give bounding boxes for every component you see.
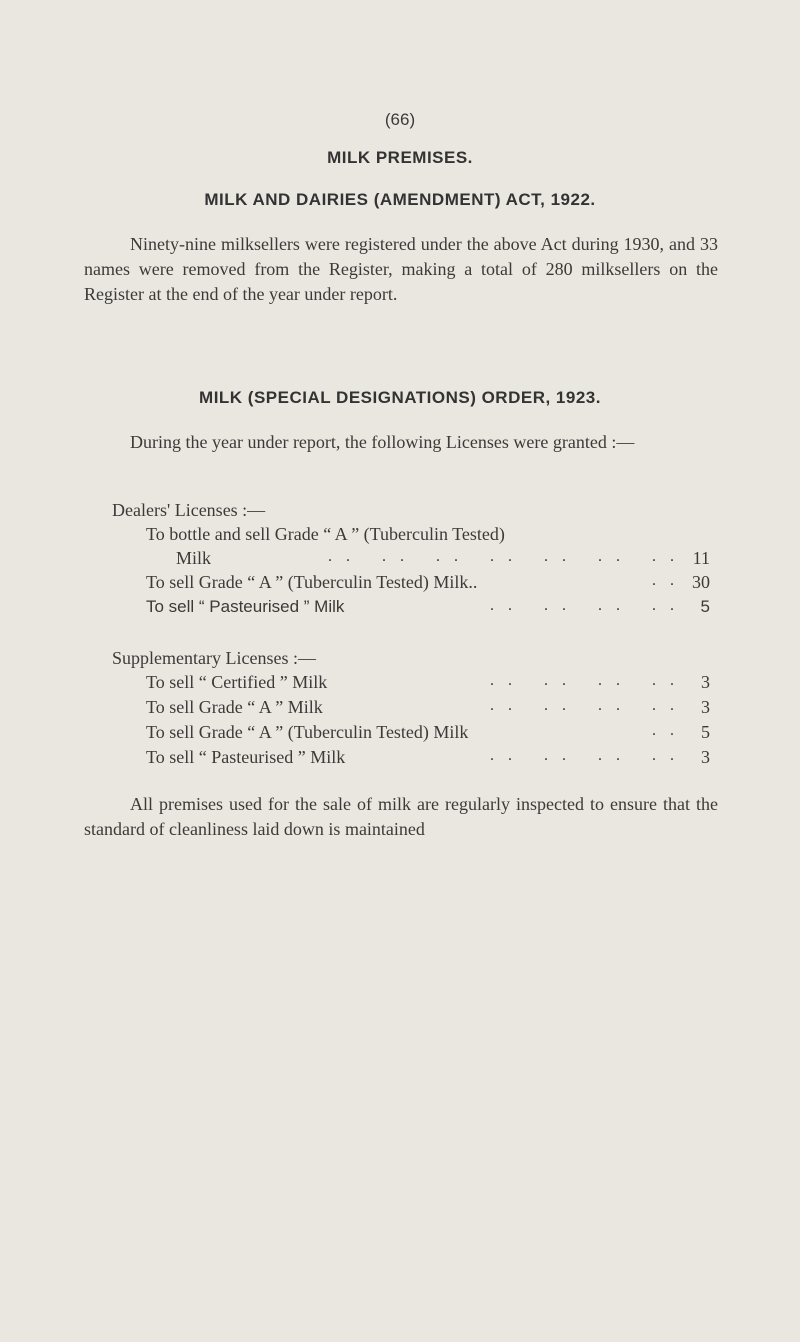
dealer-item-3 [146, 597, 710, 621]
supplementary-item-3-label: To sell Grade “ A ” (Tuberculin Tested) Milk [146, 722, 469, 742]
supplementary-item-2-label: To sell Grade “ A ” Milk [146, 697, 323, 717]
dealer-item-2 [146, 572, 710, 596]
supplementary-item-2-value: 3 [701, 697, 710, 717]
supplementary-item-2 [146, 697, 710, 721]
supplementary-item-1-label: To sell “ Certified ” Milk [146, 672, 328, 692]
dealer-item-1-label: Milk [176, 548, 212, 568]
paragraph-inspection: All premises used for the sale of milk are regularly inspected to ensure that the standard of cleanliness laid down is maintained [84, 794, 718, 839]
dot-leader: .. .. .. .. [490, 672, 688, 689]
dot-leader: .. [652, 722, 688, 739]
dealer-item-1-value: 11 [692, 548, 710, 568]
paragraph-registration: Ninety-nine milksellers were registered under the above Act during 1930, and 33 names were removed from the Register, making a total of 280 milksellers on the Register at the end of the year under report. [84, 234, 718, 304]
supplementary-item-3 [146, 722, 710, 746]
dot-leader: .. [652, 572, 688, 589]
paragraph-licenses-intro: During the year under report, the following Licenses were granted :— [130, 432, 635, 452]
dot-leader: .. .. .. .. [490, 747, 688, 764]
supplementary-item-3-value: 5 [701, 722, 710, 742]
dealer-item-3-value: 5 [700, 597, 710, 616]
dealers-label: Dealers' Licenses :— [112, 500, 266, 520]
supplementary-item-1 [146, 672, 710, 696]
page-number: (66) [384, 110, 416, 129]
supplementary-item-4-label: To sell “ Pasteurised ” Milk [146, 747, 346, 767]
dealer-item-1 [176, 548, 710, 572]
heading-act: MILK AND DAIRIES (AMENDMENT) ACT, 1922. [204, 190, 596, 209]
dealer-item-2-value: 30 [692, 572, 710, 592]
heading-milk-premises: MILK PREMISES. [327, 148, 473, 167]
dot-leader: .. .. .. .. .. .. .. [328, 548, 688, 565]
heading-order: MILK (SPECIAL DESIGNATIONS) ORDER, 1923. [199, 388, 601, 407]
dealer-item-2-label: To sell Grade “ A ” (Tuberculin Tested) Milk.. [146, 572, 478, 592]
dealer-item-3-label: To sell “ Pasteurised ” Milk [146, 597, 345, 616]
dot-leader: .. .. .. .. [490, 697, 688, 714]
supplementary-item-1-value: 3 [701, 672, 710, 692]
supplementary-item-4-value: 3 [701, 747, 710, 767]
supplementary-item-4 [146, 747, 710, 771]
dot-leader: .. .. .. .. [490, 597, 688, 614]
supplementary-label: Supplementary Licenses :— [112, 648, 316, 668]
dealer-item-1-line1: To bottle and sell Grade “ A ” (Tuberculin Tested) [146, 524, 505, 544]
